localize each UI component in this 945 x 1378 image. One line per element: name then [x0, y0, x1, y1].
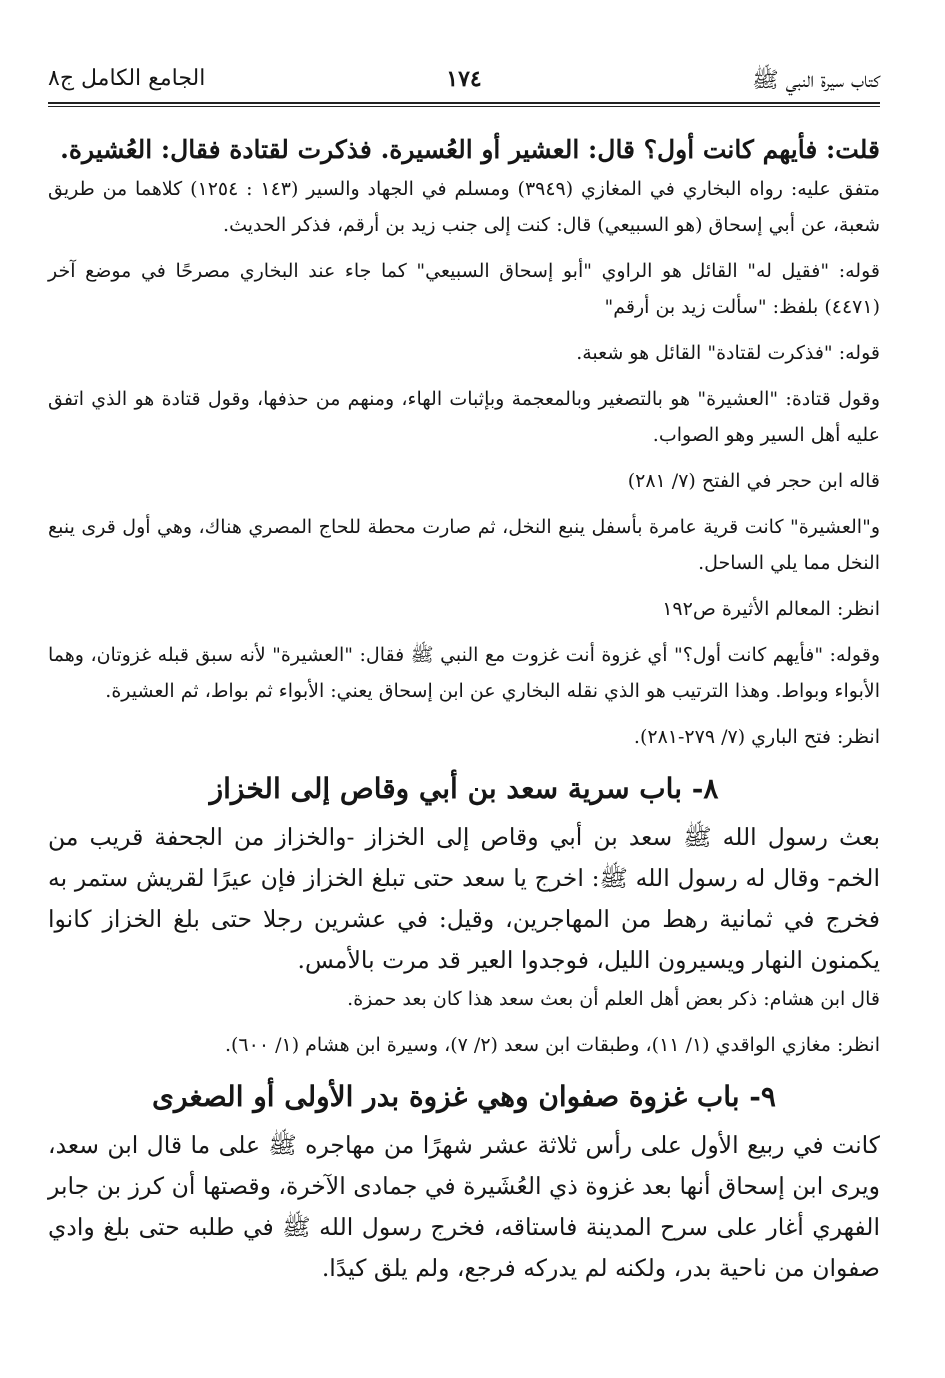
note-qatada: وقول قتادة: "العشيرة" هو بالتصغير وبالمعجمة وبإثبات الهاء، ومنهم من حذفها، وقول قتادة هو الذي اتفق عليه أهل السير وهو الصواب. — [48, 388, 880, 446]
note-order: وقوله: "فأيهم كانت أول؟" أي غزوة أنت غزوت مع النبي ﷺ فقال: "العشيرة" لأنه سبق قبله غزوتان، وهما الأبواء وبواط. وهذا الترتيب هو الذي نقله البخاري عن ابن إسحاق يعني: الأبواء ثم بواط، ثم العشيرة. — [48, 644, 880, 702]
note-ibn-hajar: قاله ابن حجر في الفتح (٧/ ٢٨١) — [627, 470, 880, 492]
header-rule-thin — [48, 106, 880, 107]
note-fath: انظر: فتح الباري (٧/ ٢٧٩-٢٨١). — [633, 726, 880, 748]
note-shuba: قوله: "فذكرت لقتادة" القائل هو شعبة. — [576, 342, 880, 364]
volume-label: الجامع الكامل ج٨ — [48, 66, 206, 91]
hadith-ending: قلت: فأيهم كانت أول؟ قال: العشير أو العُسيرة. فذكرت لقتادة فقال: العُشيرة. — [60, 135, 880, 164]
book-title: كتاب سيرة النبي ﷺ — [752, 68, 880, 93]
note-ibn-hisham: قال ابن هشام: ذكر بعض أهل العلم أن بعث سعد هذا كان بعد حمزة. — [347, 988, 880, 1010]
note-sources: انظر: مغازي الواقدي (١/ ١١)، وطبقات ابن سعد (٢/ ٧)، وسيرة ابن هشام (١/ ٦٠٠). — [224, 1034, 880, 1056]
section-8-body: بعث رسول الله ﷺ سعد بن أبي وقاص إلى الخزاز -والخزاز من الجحفة قريب من الخم- وقال له رسول الله ﷺ: اخرج يا سعد حتى تبلغ الخزاز فإن عيرًا لقريش ستمر به فخرج في ثمانية رهط من المهاجرين، وقيل: في عشرين رجلا حتى بلغ الخزاز كانوا يكمنون النهار ويسيرون الليل، فوجدوا العير قد مرت بالأمس. — [48, 823, 880, 974]
header-rule — [48, 102, 880, 104]
page-number: ١٧٤ — [446, 66, 482, 92]
note-takhrij: متفق عليه: رواه البخاري في المغازي (٣٩٤٩) ومسلم في الجهاد والسير (١٤٣ : ١٢٥٤) كلاهما من طريق شعبة، عن أبي إسحاق (هو السبيعي) قال: كنت إلى جنب زيد بن أرقم، فذكر الحديث. — [48, 178, 880, 236]
note-narrator: قوله: "فقيل له" القائل هو الراوي "أبو إسحاق السبيعي" كما جاء عند البخاري مصرحًا في موضع آخر (٤٤٧١) بلفظ: "سألت زيد بن أرقم" — [48, 260, 880, 318]
section-heading-8: ٨- باب سرية سعد بن أبي وقاص إلى الخزاز — [209, 772, 719, 805]
note-maalim: انظر: المعالم الأثيرة ص١٩٢ — [662, 598, 880, 620]
note-ushayra-place: و"العشيرة" كانت قرية عامرة بأسفل ينبع النخل، ثم صارت محطة للحاج المصري هناك، وهي أول قرى ينبع النخل مما يلي الساحل. — [48, 516, 880, 574]
book-page — [48, 60, 880, 1289]
section-9-body: كانت في ربيع الأول على رأس ثلاثة عشر شهرًا من مهاجره ﷺ على ما قال ابن سعد، ويرى ابن إسحاق أنها بعد غزوة ذي العُشَيرة في جمادى الآخرة، وقصتها أن كرز بن جابر الفهري أغار على سرح المدينة فاستاقه، فخرج رسول الله ﷺ في طلبه حتى بلغ وادي صفوان من ناحية بدر، ولكنه لم يدركه فرجع، ولم يلق كيدًا. — [48, 1131, 880, 1282]
running-header — [48, 60, 880, 96]
section-heading-9: ٩- باب غزوة صفوان وهي غزوة بدر الأولى أو الصغرى — [152, 1080, 776, 1113]
